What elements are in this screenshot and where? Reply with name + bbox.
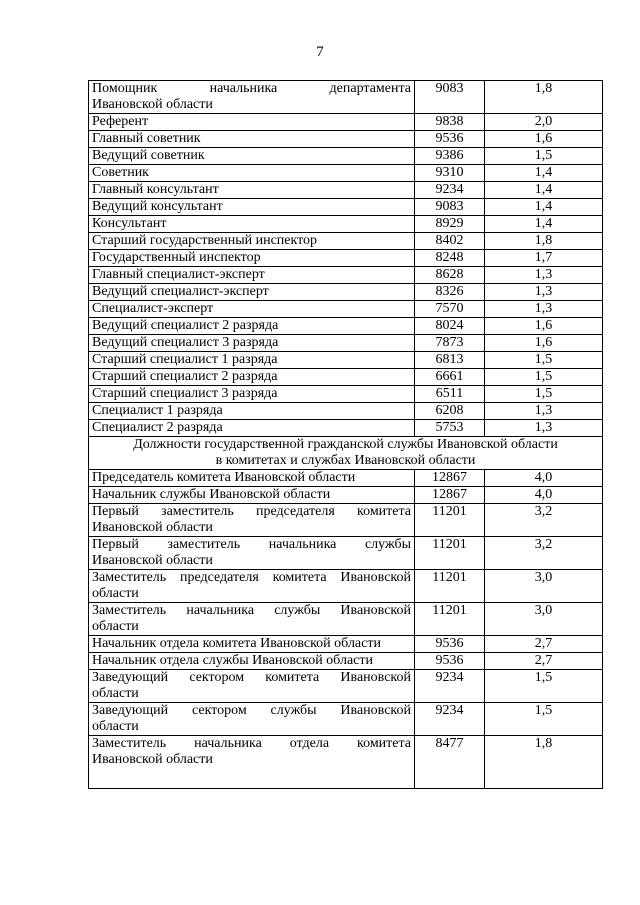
table-row	[89, 736, 603, 789]
position-name	[89, 318, 415, 335]
table-row	[89, 537, 603, 570]
position-name	[89, 233, 415, 250]
coefficient-value: 1,3	[485, 284, 603, 301]
position-name-line: Ведущий консультант	[92, 199, 223, 214]
table-row	[89, 182, 603, 199]
position-name	[89, 636, 415, 653]
position-name	[89, 386, 415, 403]
position-name-line: Главный специалист-эксперт	[92, 267, 265, 282]
table-row	[89, 653, 603, 670]
position-name-line: Ивановской области	[92, 520, 213, 535]
coefficient-value: 3,2	[485, 537, 603, 570]
page-number: 7	[316, 44, 324, 60]
position-name-line: Специалист 2 разряда	[92, 420, 223, 435]
salary-value: 9536	[415, 131, 485, 148]
table-row	[89, 199, 603, 216]
coefficient-value: 4,0	[485, 487, 603, 504]
position-name-line: Ивановской области	[92, 752, 213, 767]
position-name	[89, 736, 415, 789]
table-row	[89, 487, 603, 504]
coefficient-value: 1,4	[485, 216, 603, 233]
salary-value: 9386	[415, 148, 485, 165]
position-name	[89, 570, 415, 603]
coefficient-value: 1,3	[485, 420, 603, 437]
coefficient-value: 1,5	[485, 670, 603, 703]
position-name-line: Заведующий сектором комитета Ивановской	[92, 670, 411, 685]
position-name-line: Начальник отдела комитета Ивановской области	[92, 636, 381, 651]
salary-value: 8024	[415, 318, 485, 335]
position-name	[89, 487, 415, 504]
coefficient-value: 3,2	[485, 504, 603, 537]
salary-value: 9838	[415, 114, 485, 131]
salary-value: 8402	[415, 233, 485, 250]
position-name	[89, 352, 415, 369]
position-name-line: Ведущий специалист 2 разряда	[92, 318, 279, 333]
table-row	[89, 131, 603, 148]
table-body-committee-positions	[89, 470, 603, 789]
table-row	[89, 284, 603, 301]
position-name-line: Ведущий специалист 3 разряда	[92, 335, 279, 350]
position-name	[89, 131, 415, 148]
position-name-line: Начальник отдела службы Ивановской области	[92, 653, 373, 668]
coefficient-value: 1,5	[485, 386, 603, 403]
position-name-line: Председатель комитета Ивановской области	[92, 470, 356, 485]
table-row	[89, 386, 603, 403]
table-row	[89, 504, 603, 537]
coefficient-value: 2,0	[485, 114, 603, 131]
coefficient-value: 1,6	[485, 335, 603, 352]
coefficient-value: 2,7	[485, 653, 603, 670]
salary-value: 8628	[415, 267, 485, 284]
table-row	[89, 420, 603, 437]
position-name-line: Ивановской области	[92, 553, 213, 568]
position-name-line: Главный консультант	[92, 182, 219, 197]
salary-value: 6208	[415, 403, 485, 420]
position-name-line: Консультант	[92, 216, 167, 231]
position-name	[89, 420, 415, 437]
table-row	[89, 301, 603, 318]
position-name	[89, 267, 415, 284]
coefficient-value: 1,8	[485, 233, 603, 250]
position-name	[89, 653, 415, 670]
table-row	[89, 369, 603, 386]
position-name-line: Ведущий специалист-эксперт	[92, 284, 269, 299]
position-name-line: Главный советник	[92, 131, 201, 146]
table-row	[89, 148, 603, 165]
salary-value: 7570	[415, 301, 485, 318]
coefficient-value: 4,0	[485, 470, 603, 487]
table-row	[89, 250, 603, 267]
table-body-positions	[89, 81, 603, 437]
position-name-line: области	[92, 686, 139, 701]
salary-value: 9310	[415, 165, 485, 182]
coefficient-value: 1,4	[485, 165, 603, 182]
salary-value: 8477	[415, 736, 485, 789]
position-name-line: Советник	[92, 165, 149, 180]
position-name-line: Первый заместитель начальника службы	[92, 537, 411, 552]
position-name	[89, 537, 415, 570]
salary-value: 8248	[415, 250, 485, 267]
table-row	[89, 703, 603, 736]
position-name	[89, 284, 415, 301]
position-name-line: Специалист 1 разряда	[92, 403, 223, 418]
section-heading-line: в комитетах и службах Ивановской области	[215, 453, 476, 468]
table-body-section	[89, 437, 603, 470]
salary-value: 9083	[415, 199, 485, 216]
coefficient-value: 1,5	[485, 352, 603, 369]
position-name	[89, 182, 415, 199]
table-row	[89, 318, 603, 335]
coefficient-value: 1,7	[485, 250, 603, 267]
position-name-line: Ведущий советник	[92, 148, 205, 163]
coefficient-value: 1,8	[485, 736, 603, 789]
position-name	[89, 603, 415, 636]
position-name	[89, 703, 415, 736]
section-heading	[89, 437, 603, 470]
position-name	[89, 114, 415, 131]
position-name-line: Старший специалист 3 разряда	[92, 386, 278, 401]
position-name	[89, 81, 415, 114]
position-name-line: Начальник службы Ивановской области	[92, 487, 331, 502]
salary-value: 6511	[415, 386, 485, 403]
position-name-line: Государственный инспектор	[92, 250, 261, 265]
coefficient-value: 1,6	[485, 131, 603, 148]
salary-value: 11201	[415, 537, 485, 570]
table-row	[89, 81, 603, 114]
position-name	[89, 504, 415, 537]
position-name-line: Старший государственный инспектор	[92, 233, 318, 248]
position-name	[89, 369, 415, 386]
position-name-line: области	[92, 586, 139, 601]
salary-value: 12867	[415, 487, 485, 504]
position-name	[89, 470, 415, 487]
position-name	[89, 670, 415, 703]
position-name-line: области	[92, 719, 139, 734]
coefficient-value: 1,4	[485, 199, 603, 216]
position-name	[89, 301, 415, 318]
salary-value: 9536	[415, 653, 485, 670]
position-name-line: Заместитель председателя комитета Ивановской	[92, 570, 411, 585]
salary-value: 12867	[415, 470, 485, 487]
position-name	[89, 335, 415, 352]
position-name-line: Ивановской области	[92, 97, 213, 112]
position-name	[89, 216, 415, 233]
coefficient-value: 3,0	[485, 603, 603, 636]
section-heading-line: Должности государственной гражданской службы Ивановской области	[133, 437, 558, 452]
salary-value: 7873	[415, 335, 485, 352]
position-name-line: Заведующий сектором службы Ивановской	[92, 703, 411, 718]
salary-value: 9234	[415, 703, 485, 736]
table-row	[89, 335, 603, 352]
salary-value: 8326	[415, 284, 485, 301]
section-heading-row	[89, 437, 603, 470]
table-row	[89, 233, 603, 250]
table-row	[89, 216, 603, 233]
position-name-line: Заместитель начальника службы Ивановской	[92, 603, 411, 618]
salary-value: 9234	[415, 182, 485, 199]
salary-value: 11201	[415, 603, 485, 636]
salary-table	[88, 80, 603, 789]
salary-value: 9536	[415, 636, 485, 653]
coefficient-value: 1,5	[485, 369, 603, 386]
position-name	[89, 148, 415, 165]
coefficient-value: 1,8	[485, 81, 603, 114]
position-name-line: Помощник начальника департамента	[92, 81, 411, 96]
salary-value: 6661	[415, 369, 485, 386]
coefficient-value: 1,3	[485, 267, 603, 284]
position-name	[89, 199, 415, 216]
table-row	[89, 267, 603, 284]
table-row	[89, 670, 603, 703]
salary-value: 6813	[415, 352, 485, 369]
salary-value: 9234	[415, 670, 485, 703]
coefficient-value: 3,0	[485, 570, 603, 603]
table-row	[89, 403, 603, 420]
salary-value: 8929	[415, 216, 485, 233]
table-row	[89, 636, 603, 653]
salary-value: 11201	[415, 570, 485, 603]
position-name	[89, 250, 415, 267]
salary-value: 5753	[415, 420, 485, 437]
position-name	[89, 403, 415, 420]
coefficient-value: 1,6	[485, 318, 603, 335]
table-row	[89, 470, 603, 487]
table-row	[89, 603, 603, 636]
salary-value: 9083	[415, 81, 485, 114]
position-name-line: Старший специалист 2 разряда	[92, 369, 278, 384]
position-name-line: Специалист-эксперт	[92, 301, 214, 316]
table-row	[89, 114, 603, 131]
position-name-line: Первый заместитель председателя комитета	[92, 504, 411, 519]
coefficient-value: 1,3	[485, 301, 603, 318]
coefficient-value: 1,5	[485, 703, 603, 736]
position-name-line: области	[92, 619, 139, 634]
position-name-line: Заместитель начальника отдела комитета	[92, 736, 411, 751]
table-row	[89, 352, 603, 369]
salary-value: 11201	[415, 504, 485, 537]
position-name-line: Референт	[92, 114, 149, 129]
table-row	[89, 570, 603, 603]
position-name	[89, 165, 415, 182]
coefficient-value: 1,3	[485, 403, 603, 420]
position-name-line: Старший специалист 1 разряда	[92, 352, 278, 367]
coefficient-value: 1,5	[485, 148, 603, 165]
table-row	[89, 165, 603, 182]
coefficient-value: 2,7	[485, 636, 603, 653]
coefficient-value: 1,4	[485, 182, 603, 199]
